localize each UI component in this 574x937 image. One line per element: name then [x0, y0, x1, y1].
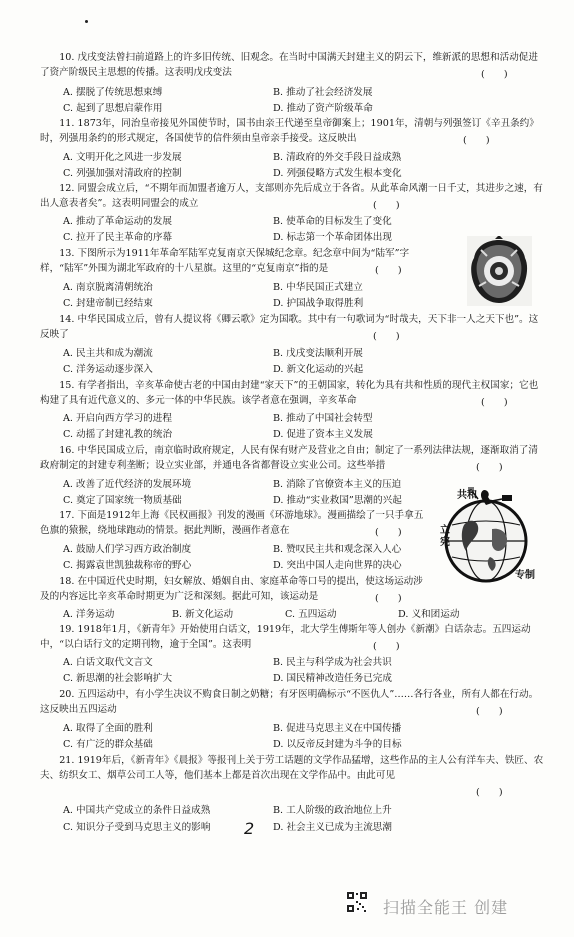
question-19-option-c: C. 新思潮的社会影响扩大 — [63, 673, 173, 684]
question-10-option-c: C. 起到了思想启蒙作用 — [63, 103, 163, 114]
cartoon-label-constitutional: 立宪 — [440, 525, 450, 548]
question-12-answer-blank: ( ) — [373, 200, 400, 211]
question-11-answer-blank: ( ) — [463, 135, 490, 146]
question-20-option-b: B. 促进马克思主义在中国传播 — [273, 723, 402, 734]
question-20-answer-blank: ( ) — [476, 706, 503, 717]
question-11-stem: 11. 1873年，同治皇帝接见外国使节时，国书由亲王代递至皇帝御案上；1901年，清朝与列强签订《辛丑条约》时，列强用条约的形式规定，各国使节的信件须由皇帝亲手接受。这反映出 — [40, 118, 539, 144]
question-18-stem: 18. 在中国近代史时期，妇女解放、婚姻自由、家庭革命等口号的提出，使这场运动涉及的内容远比辛亥革命时期更为广泛和深刻。据此可知，该运动是 — [40, 576, 423, 602]
question-16-option-a: A. 改善了近代经济的发展环境 — [63, 479, 192, 490]
question-18-answer-blank: ( ) — [375, 593, 402, 604]
question-13-answer-blank: ( ) — [375, 265, 402, 276]
question-15-option-d: D. 促进了资本主义发展 — [273, 429, 373, 440]
question-12-option-a: A. 推动了革命运动的发展 — [63, 216, 172, 227]
question-21-option-d: D. 社会主义已成为主流思潮 — [273, 822, 392, 833]
question-13-option-a: A. 南京脱离清朝统治 — [63, 282, 153, 293]
question-14-answer-blank: ( ) — [373, 331, 400, 342]
question-18-option-c: C. 五四运动 — [285, 609, 337, 620]
question-17-option-a: A. 鼓励人们学习西方政治制度 — [63, 544, 192, 555]
question-15-stem: 15. 有学者指出，辛亥革命使古老的中国由封建“家天下”的王朝国家，转化为具有共和性质的现代主权国家；它也构建了具有近代意义的、多元一体的中华民族。该学者意在强调，辛亥革命 — [40, 380, 539, 406]
question-16-option-b: B. 消除了官僚资本主义的压迫 — [273, 479, 402, 490]
question-14-stem: 14. 中华民国成立后，曾有人提议将《卿云歌》定为国歌。其中有一句歌词为“时哉夫，天下非一人之天下也”。这反映了 — [40, 314, 539, 340]
cartoon-label-autocracy: 专制 — [515, 570, 535, 581]
scanner-watermark: 扫描全能王 创建 — [383, 898, 509, 917]
question-13-option-b: B. 中华民国正式建立 — [273, 282, 363, 293]
question-17-option-d: D. 突出中国人走向世界的决心 — [273, 560, 402, 571]
question-12-option-d: D. 标志第一个革命团体出现 — [273, 232, 392, 243]
question-20-option-a: A. 取得了全面的胜利 — [63, 723, 153, 734]
question-11-option-a: A. 文明开化之风进一步发展 — [63, 152, 182, 163]
page-number: 2 — [244, 819, 255, 838]
question-18-option-b: B. 新文化运动 — [172, 609, 234, 620]
question-15-option-b: B. 推动了中国社会转型 — [273, 413, 373, 424]
question-19-answer-blank: ( ) — [373, 641, 400, 652]
question-18-option-d: D. 义和团运动 — [398, 609, 460, 620]
question-19-stem: 19. 1918年1月，《新青年》开始使用白话文，1919年，北大学生傅斯年等人创办《新潮》白话杂志。五四运动中，“以白话行文的定期刊物，逾于全国”。这表明 — [40, 624, 531, 650]
question-17-answer-blank: ( ) — [375, 527, 402, 538]
question-21-answer-blank: ( ) — [476, 787, 503, 798]
question-15-option-a: A. 开启向西方学习的进程 — [63, 413, 172, 424]
commemorative-medal-image — [467, 236, 532, 306]
question-10-option-d: D. 推动了资产阶级革命 — [273, 103, 373, 114]
question-16-stem: 16. 中华民国成立后，南京临时政府规定，人民有保有财产及营业之自由；制定了一系列法律法规，逐渐取消了清政府制定的封建专利垄断；设立实业部，并通电各省都督设立实业公司。这些举措 — [40, 445, 538, 471]
question-12-option-b: B. 使革命的目标发生了变化 — [273, 216, 392, 227]
question-14-option-a: A. 民主共和成为潮流 — [63, 348, 153, 359]
question-12-option-c: C. 拉开了民主革命的序幕 — [63, 232, 173, 243]
question-20-stem: 20. 五四运动中，有小学生决议不购食日制之奶糖；有牙医明确标示“不医仇人”……各行各业，所有人都在行动。这反映出五四运动 — [40, 689, 539, 715]
question-15-option-c: C. 动摇了封建礼教的统治 — [63, 429, 173, 440]
question-19-option-d: D. 国民精神改造任务已完成 — [273, 673, 392, 684]
question-11-option-c: C. 列强加强对清政府的控制 — [63, 168, 182, 179]
question-20-option-d: D. 以反帝反封建为斗争的目标 — [273, 739, 402, 750]
question-14-option-c: C. 洋务运动逐步深入 — [63, 364, 153, 375]
question-13-stem: 13. 下图所示为1911年革命军陆军克复南京天保城纪念章。纪念章中间为“陆军”字样，“陆军”外围为湖北军政府的十八星旗。这里的“克复南京”指的是 — [40, 248, 410, 274]
question-17-option-b: B. 赞叹民主共和观念深入人心 — [273, 544, 402, 555]
question-12-stem: 12. 同盟会成立后，“不期年而加盟者逾万人，支部则亦先后成立于各省。从此革命风潮一日千丈，其进步之速，有出人意表者矣”。这表明同盟会的成立 — [40, 183, 543, 209]
question-15-answer-blank: ( ) — [481, 397, 508, 408]
question-10-stem: 10. 戊戌变法曾扫前道路上的许多旧传统、旧观念。在当时中国满天封建主义的阴云下，维新派的思想和活动促进了资产阶级民主思想的传播。这表明戊戌变法 — [40, 52, 538, 78]
question-20-option-c: C. 有广泛的群众基础 — [63, 739, 153, 750]
question-10-option-b: B. 推动了社会经济发展 — [273, 87, 373, 98]
question-11-option-b: B. 清政府的外交手段日益成熟 — [273, 152, 402, 163]
question-18-option-a: A. 洋务运动 — [63, 609, 115, 620]
question-13-option-d: D. 护国战争取得胜利 — [273, 298, 364, 309]
question-21-option-b: B. 工人阶级的政治地位上升 — [273, 805, 392, 816]
question-14-option-d: D. 新文化运动的兴起 — [273, 364, 364, 375]
question-10-answer-blank: ( ) — [481, 69, 508, 80]
question-21-stem: 21. 1919年后，《新青年》《晨报》等报刊上关于劳工话题的文学作品猛增，这些作品的主人公有洋车夫、铁匠、农夫、纺织女工、烟草公司工人等，他们基本上都是首次出现在文学作品中。由此可见 — [40, 755, 544, 781]
question-16-answer-blank: ( ) — [476, 462, 503, 473]
question-19-option-a: A. 白话文取代文言文 — [63, 657, 153, 668]
question-16-option-c: C. 奠定了国家统一物质基础 — [63, 495, 182, 506]
question-14-option-b: B. 戊戌变法顺利开展 — [273, 348, 363, 359]
question-10-option-a: A. 摆脱了传统思想束缚 — [63, 87, 163, 98]
qr-code-icon — [346, 891, 368, 913]
question-21-option-c: C. 知识分子受到马克思主义的影响 — [63, 822, 211, 833]
cartoon-label-republic: 共和 — [457, 490, 477, 501]
question-17-option-c: C. 揭露袁世凯独裁称帝的野心 — [63, 560, 192, 571]
question-16-option-d: D. 推动“实业救国”思潮的兴起 — [273, 495, 402, 506]
question-13-option-c: C. 封建帝制已经结束 — [63, 298, 153, 309]
question-11-option-d: D. 列强侵略方式发生根本变化 — [273, 168, 402, 179]
question-19-option-b: B. 民主与科学成为社会共识 — [273, 657, 392, 668]
question-17-stem: 17. 下面是1912年上海《民权画报》刊发的漫画《环游地球》。漫画描绘了一只手拿五色旗的猿猴，绕地球跑动的情景。据此判断，漫画作者意在 — [40, 510, 424, 536]
question-21-option-a: A. 中国共产党成立的条件日益成熟 — [63, 805, 211, 816]
scan-dot — [85, 20, 88, 23]
